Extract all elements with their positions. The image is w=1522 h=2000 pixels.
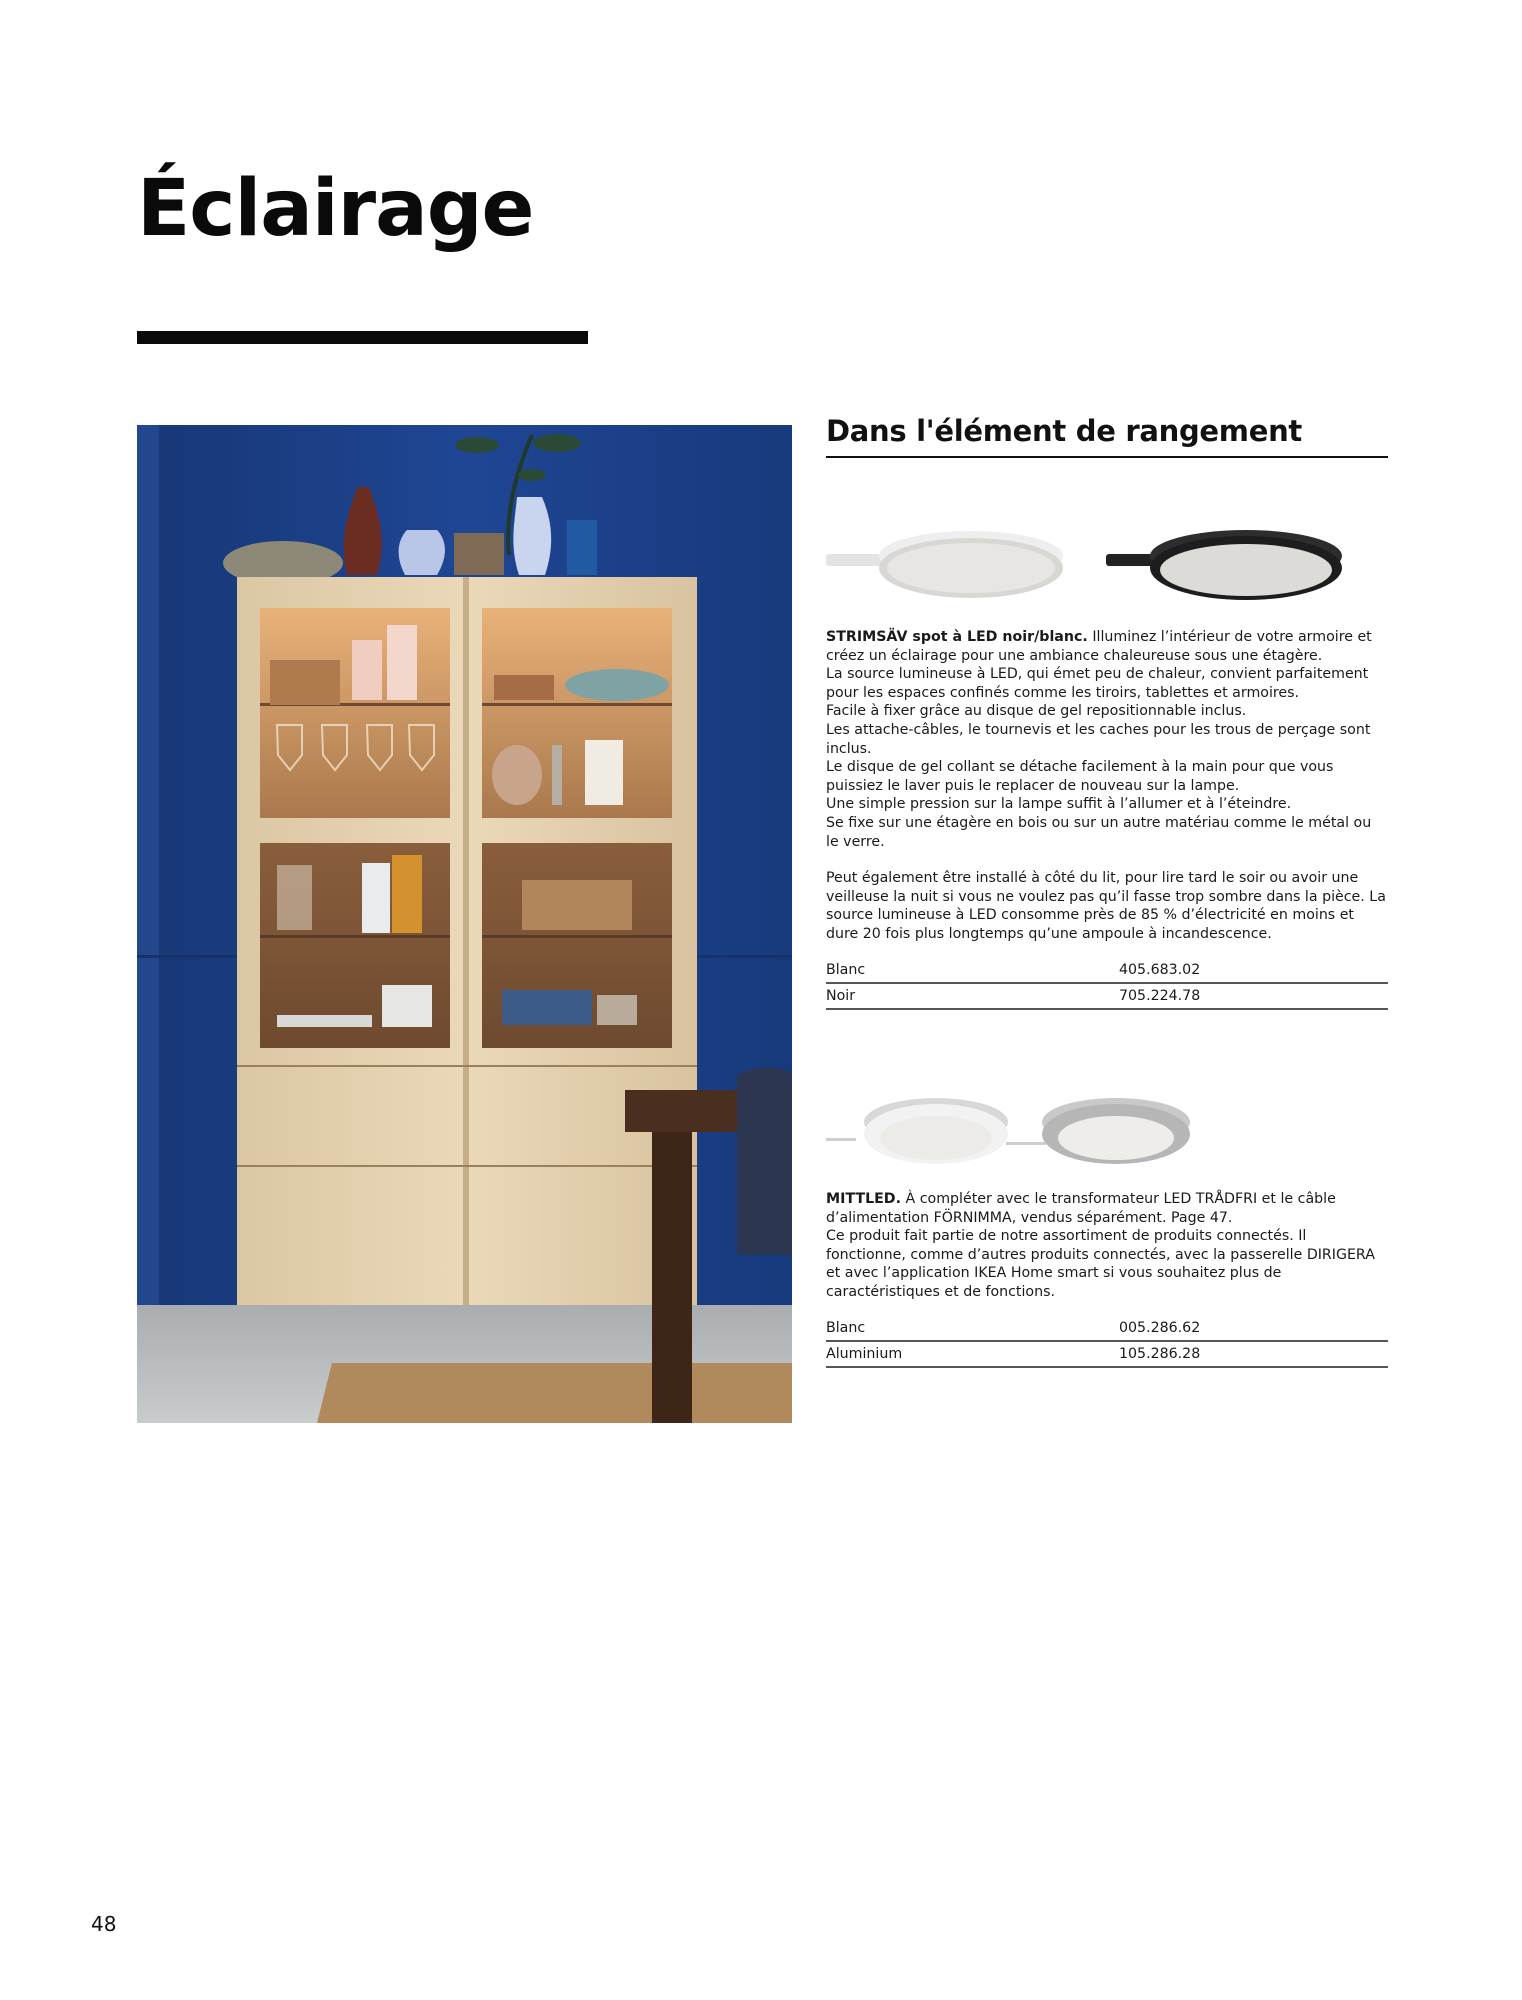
- title-divider: [137, 331, 588, 344]
- section-header: [826, 414, 1388, 458]
- product-image-strimsav: [826, 508, 1388, 628]
- mittled-lamps-icon: [826, 1070, 1388, 1190]
- article-row: Noir 705.224.78: [826, 983, 1388, 1009]
- article-row: Blanc 005.286.62: [826, 1316, 1388, 1341]
- page-number: 48: [91, 1912, 117, 1936]
- product-description: STRIMSÄV spot à LED noir/blanc. Illuminez l’intérieur de votre armoire et créez un éclairage pour une ambiance chaleureuse sous une étagère. La source lumineuse à LED, qui émet peu de chaleur, convient parfaitement pour les espaces confinés comme les tiroirs, tablettes et armoires. Facile à fixer grâce au disque de gel repositionnable inclus. Les attache-câbles, le tournevis et les caches pour les trous de perçage sont inclus. Le disque de gel collant se détache facilement à la main pour que vous puissiez le laver puis le replacer de nouveau sur la lampe. Une simple pression sur la lampe suffit à l’allumer et à l’éteindre. Se fixe sur une étagère en bois ou sur un autre matériau comme le métal ou le verre. Peut également être installé à côté du lit, pour lire tard le soir ou avoir une veilleuse la nuit si vous ne voulez pas qu’il fasse trop sombre dans la pièce. La source lumineuse à LED consomme près de 85 % d’électricité en moins et dure 20 fois plus longtemps qu’une ampoule à incandescence.: [826, 629, 1386, 942]
- product-image-mittled: [826, 1070, 1388, 1190]
- article-table-mittled: [826, 1316, 1388, 1368]
- article-table-strimsav: [826, 958, 1388, 1010]
- product-strimsav: [826, 508, 1388, 1010]
- article-row: Blanc 405.683.02: [826, 958, 1388, 983]
- article-number: 105.286.28: [1119, 1341, 1388, 1367]
- section-title: Dans l'élément de rangement: [826, 414, 1388, 458]
- article-number: 705.224.78: [1119, 983, 1388, 1009]
- strimsav-lamps-icon: [826, 508, 1388, 628]
- article-number: 405.683.02: [1119, 958, 1388, 983]
- product-name: MITTLED.: [826, 1191, 901, 1207]
- product-mittled: [826, 1070, 1388, 1368]
- room-photo: [137, 425, 792, 1423]
- product-description: MITTLED. À compléter avec le transformateur LED TRÅDFRI et le câble d’alimentation FÖRNIMMA, vendus séparément. Page 47. Ce produit fait partie de notre assortiment de produits connectés. Il fonctionne, comme d’autres produits connectés, avec la passerelle DIRIGERA et avec l’application IKEA Home smart si vous souhaitez plus de caractéristiques et de fonctions.: [826, 1191, 1375, 1300]
- article-number: 005.286.62: [1119, 1316, 1388, 1341]
- page-title: Éclairage: [137, 164, 534, 254]
- product-name: STRIMSÄV spot à LED noir/blanc.: [826, 629, 1088, 645]
- article-row: Aluminium 105.286.28: [826, 1341, 1388, 1367]
